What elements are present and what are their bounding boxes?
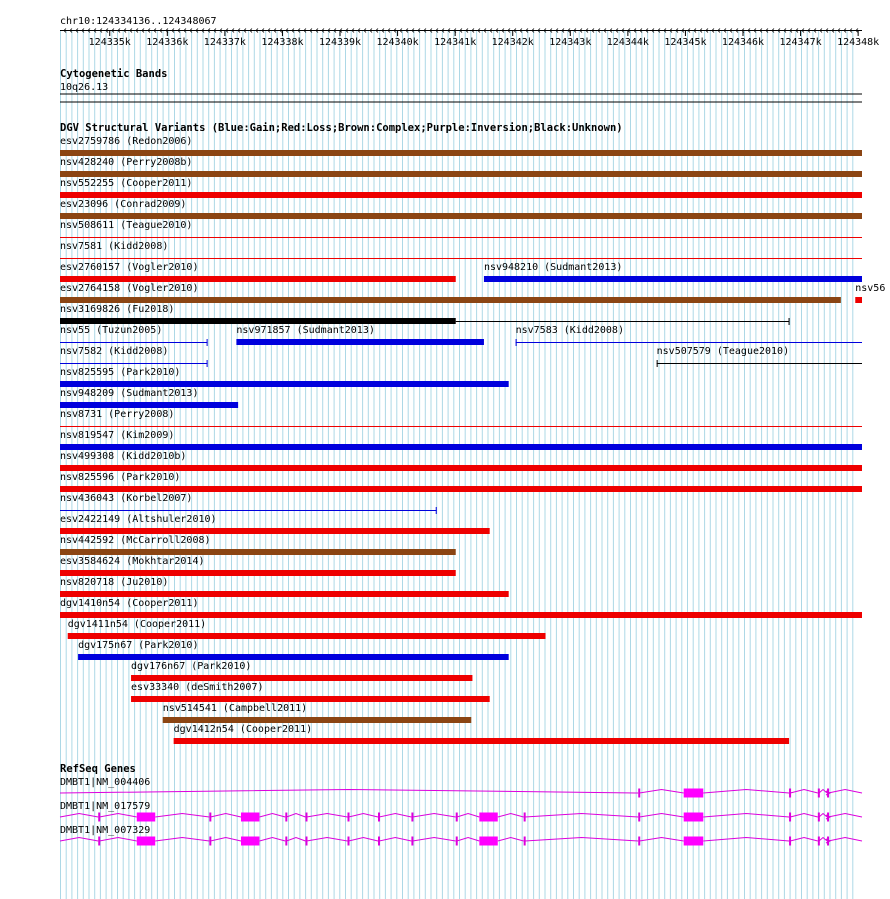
exon-block (209, 837, 211, 846)
ruler-tick-label: 124338k (261, 37, 304, 48)
ruler-tick-label: 124346k (721, 37, 765, 48)
variant-label: dgv175n67 (Park2010) (78, 640, 199, 651)
exon-block (98, 837, 100, 846)
variant-label: dgv176n67 (Park2010) (131, 661, 252, 672)
variant-bar (236, 339, 484, 345)
exon-block (818, 789, 820, 798)
exon-block (137, 837, 155, 846)
intron-line (60, 790, 862, 794)
variant-label: esv33340 (deSmith2007) (131, 682, 264, 693)
variant-label: nsv971857 (Sudmant2013) (236, 325, 375, 336)
variant-label: esv23096 (Conrad2009) (60, 199, 187, 210)
gene-label: DMBT1|NM_017579 (60, 801, 151, 812)
ruler-tick-label: 124340k (376, 37, 419, 48)
ruler-tick-label: 124337k (203, 37, 246, 48)
exon-block (456, 813, 458, 822)
variant-bar (60, 465, 862, 471)
ruler-tick-label: 124348k (837, 37, 880, 48)
variant-bar (60, 486, 862, 492)
variant-bar (60, 549, 456, 555)
exon-block (638, 813, 640, 822)
variant-label: nsv552255 (Cooper2011) (60, 178, 193, 189)
variant-bar (131, 696, 490, 702)
variant-label: nsv948209 (Sudmant2013) (60, 388, 199, 399)
variant-bar (60, 171, 862, 177)
variant-bar (60, 213, 862, 219)
gene-label: DMBT1|NM_007329 (60, 825, 151, 836)
exon-block (827, 837, 829, 846)
exon-block (818, 837, 820, 846)
cytoband-track-title: Cytogenetic Bands (60, 68, 168, 80)
variant-label: esv2764158 (Vogler2010) (60, 283, 199, 294)
variant-bar (163, 717, 472, 723)
variant-label: dgv1412n54 (Cooper2011) (173, 724, 313, 735)
variant-label: esv2422149 (Altshuler2010) (60, 514, 217, 525)
variant-label: nsv7583 (Kidd2008) (515, 325, 624, 336)
exon-block (456, 837, 458, 846)
exon-block (305, 813, 307, 822)
refseq-track (60, 777, 862, 846)
variant-bar (60, 528, 490, 534)
variant-bar (60, 381, 509, 387)
exon-block (348, 837, 350, 846)
exon-block (479, 813, 497, 822)
exon-block (789, 789, 791, 798)
ruler-tick-label: 124339k (318, 37, 362, 48)
variant-label: nsv948210 (Sudmant2013) (483, 262, 623, 273)
variant-bar (174, 738, 789, 744)
exon-block (684, 789, 704, 798)
ruler-tick-label: 124336k (146, 37, 189, 48)
variant-label: nsv499308 (Kidd2010b) (60, 451, 187, 462)
variant-bar (60, 591, 509, 597)
ruler-tick-label: 124347k (779, 37, 822, 48)
variant-bar (60, 402, 238, 408)
exon-block (285, 813, 287, 822)
variant-label: nsv508611 (Teague2010) (60, 220, 193, 231)
variant-bar (60, 612, 862, 618)
exon-block (98, 813, 100, 822)
exon-block (411, 813, 413, 822)
variant-label: nsv825596 (Park2010) (60, 472, 181, 483)
intron-line (60, 814, 862, 818)
exon-block (524, 813, 526, 822)
exon-block (789, 813, 791, 822)
locus-label: chr10:124334136..124348067 (60, 16, 217, 27)
variant-label: esv2759786 (Redon2006) (60, 136, 193, 147)
exon-block (524, 837, 526, 846)
variant-bar (60, 444, 862, 450)
variant-bar (60, 570, 456, 576)
ruler-tick-label: 124344k (606, 37, 649, 48)
variant-bar (60, 297, 841, 303)
ruler-tick-label: 124335k (88, 37, 131, 48)
exon-block (479, 837, 497, 846)
exon-block (378, 813, 380, 822)
variant-label: esv3584624 (Mokhtar2014) (60, 556, 205, 567)
variant-label: nsv7582 (Kidd2008) (60, 346, 169, 357)
variant-label: nsv514541 (Campbell2011) (162, 703, 308, 714)
ruler-tick-label: 124343k (549, 37, 592, 48)
ruler (60, 29, 879, 49)
exon-block (684, 837, 704, 846)
exon-block (827, 813, 829, 822)
exon-block (348, 813, 350, 822)
variant-label: nsv819547 (Kim2009) (60, 430, 175, 441)
exon-block (285, 837, 287, 846)
exon-block (305, 837, 307, 846)
dgv-track-title: DGV Structural Variants (Blue:Gain;Red:Loss;Brown:Complex;Purple:Inversion;Black:Unknown) (60, 122, 623, 134)
variant-label: nsv56 (855, 283, 886, 294)
exon-block (241, 837, 259, 846)
exon-block (378, 837, 380, 846)
variant-label: nsv820718 (Ju2010) (60, 577, 169, 588)
variant-label: nsv442592 (McCarroll2008) (60, 535, 211, 546)
variant-label: dgv1410n54 (Cooper2011) (60, 598, 199, 609)
variant-bar (68, 633, 546, 639)
variant-label: nsv55 (Tuzun2005) (60, 325, 163, 336)
exon-block (209, 813, 211, 822)
exon-block (241, 813, 259, 822)
exon-block (789, 837, 791, 846)
variant-label: nsv7581 (Kidd2008) (60, 241, 169, 252)
exon-block (638, 837, 640, 846)
variant-label: nsv428240 (Perry2008b) (60, 157, 193, 168)
variant-bar (60, 150, 862, 156)
variant-bar (484, 276, 862, 282)
exon-block (411, 837, 413, 846)
variant-label: nsv3169826 (Fu2018) (60, 304, 175, 315)
variant-bar (60, 192, 862, 198)
variant-bar (60, 276, 456, 282)
exon-block (137, 813, 155, 822)
ruler-tick-label: 124345k (664, 37, 707, 48)
variant-bar (78, 654, 509, 660)
exon-block (638, 789, 640, 798)
variant-label: nsv507579 (Teague2010) (656, 346, 790, 357)
gene-label: DMBT1|NM_004406 (60, 777, 151, 788)
variant-label: nsv436043 (Korbel2007) (60, 493, 193, 504)
exon-block (818, 813, 820, 822)
variant-label: nsv8731 (Perry2008) (60, 409, 175, 420)
variant-bar (131, 675, 472, 681)
variant-bar (855, 297, 862, 303)
intron-line (60, 838, 862, 842)
cytoband-label: 10q26.13 (60, 82, 109, 93)
dgv-track (60, 136, 885, 744)
variant-label: dgv1411n54 (Cooper2011) (67, 619, 207, 630)
variant-bar (60, 318, 456, 324)
exon-block (684, 813, 704, 822)
variant-label: nsv825595 (Park2010) (60, 367, 181, 378)
refseq-track-title: RefSeq Genes (60, 763, 136, 775)
ruler-tick-label: 124341k (434, 37, 477, 48)
exon-block (827, 789, 829, 798)
variant-label: esv2760157 (Vogler2010) (60, 262, 199, 273)
ruler-tick-label: 124342k (491, 37, 534, 48)
